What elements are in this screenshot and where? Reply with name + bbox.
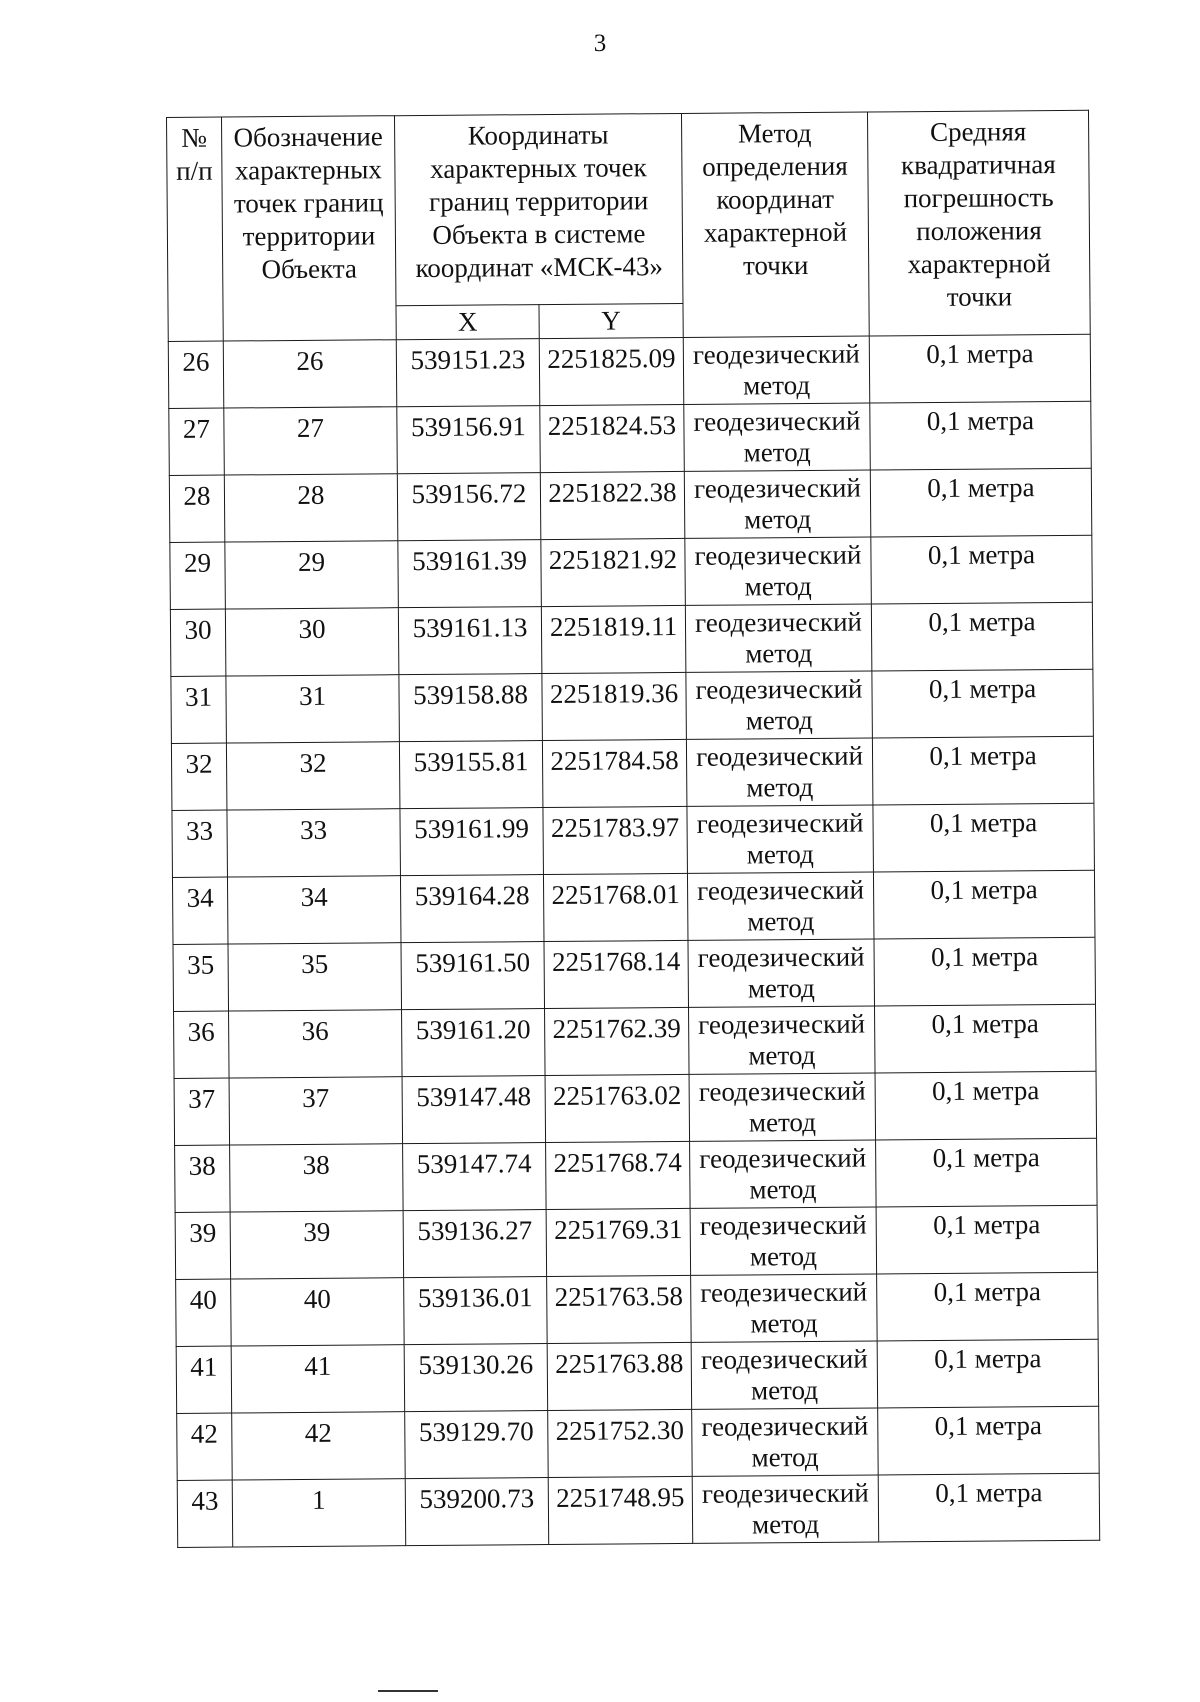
cell-y: 2251768.01 xyxy=(543,873,688,941)
cell-num: 43 xyxy=(177,1480,233,1547)
cell-x: 539136.27 xyxy=(403,1210,547,1278)
cell-error: 0,1 метра xyxy=(869,334,1091,403)
header-y: Y xyxy=(539,303,683,338)
cell-y: 2251784.58 xyxy=(542,739,687,807)
cell-method xyxy=(686,671,873,739)
method-line-1: геодезический xyxy=(692,338,860,370)
cell-x: 539151.23 xyxy=(396,339,540,407)
cell-method xyxy=(691,1341,878,1409)
cell-point: 36 xyxy=(229,1010,403,1078)
header-coordinates: Координаты характерных точек границ территории Объекта в системе координат «МСК-43» xyxy=(394,113,682,305)
cell-method xyxy=(690,1207,877,1275)
page-edge-mark xyxy=(378,1690,438,1692)
cell-y: 2251752.30 xyxy=(548,1409,693,1477)
cell-point: 37 xyxy=(229,1077,403,1145)
method-line-1: геодезический xyxy=(697,941,865,973)
cell-num: 41 xyxy=(176,1346,232,1413)
cell-error: 0,1 метра xyxy=(872,669,1094,738)
cell-y: 2251824.53 xyxy=(540,404,685,472)
table-row xyxy=(169,468,1092,542)
table-row xyxy=(172,870,1095,944)
table-row xyxy=(168,334,1091,408)
cell-point: 30 xyxy=(225,608,399,676)
cell-error: 0,1 метра xyxy=(876,1138,1098,1207)
cell-method xyxy=(685,604,872,672)
table-body xyxy=(168,334,1099,1547)
cell-error: 0,1 метра xyxy=(870,468,1092,537)
cell-x: 539155.81 xyxy=(399,741,543,809)
cell-y: 2251821.92 xyxy=(541,538,686,606)
method-line-1: геодезический xyxy=(694,539,862,571)
method-line-2: метод xyxy=(744,503,812,535)
table-row xyxy=(171,669,1094,743)
cell-error: 0,1 метра xyxy=(878,1473,1100,1542)
cell-num: 31 xyxy=(171,676,227,743)
method-line-2: метод xyxy=(750,1307,818,1339)
cell-method xyxy=(689,1006,876,1074)
table-row xyxy=(177,1473,1100,1547)
cell-error: 0,1 метра xyxy=(877,1272,1099,1341)
cell-method xyxy=(684,470,871,538)
method-line-2: метод xyxy=(750,1374,819,1406)
table-row xyxy=(177,1406,1100,1480)
method-line-2: метод xyxy=(743,436,811,468)
cell-y: 2251825.09 xyxy=(539,337,684,405)
cell-y: 2251748.95 xyxy=(548,1476,693,1544)
cell-error: 0,1 метра xyxy=(872,736,1094,805)
cell-x: 539161.50 xyxy=(401,942,545,1010)
cell-error: 0,1 метра xyxy=(875,1071,1097,1140)
method-line-1: геодезический xyxy=(694,606,863,638)
cell-method xyxy=(686,738,873,806)
cell-point: 32 xyxy=(226,742,400,810)
cell-num: 27 xyxy=(169,408,225,475)
cell-num: 38 xyxy=(175,1145,231,1212)
cell-num: 35 xyxy=(173,944,229,1011)
cell-num: 28 xyxy=(169,475,225,542)
method-line-1: геодезический xyxy=(701,1410,869,1442)
cell-x: 539147.48 xyxy=(402,1076,546,1144)
cell-num: 32 xyxy=(171,743,227,810)
cell-num: 29 xyxy=(170,542,226,609)
method-line-2: метод xyxy=(751,1441,819,1473)
cell-num: 40 xyxy=(176,1279,232,1346)
table-row xyxy=(176,1339,1099,1413)
table-row xyxy=(175,1205,1098,1279)
cell-num: 36 xyxy=(174,1011,230,1078)
cell-method xyxy=(692,1408,879,1476)
cell-x: 539161.13 xyxy=(398,607,542,675)
method-line-1: геодезический xyxy=(697,874,865,906)
cell-num: 39 xyxy=(175,1212,231,1279)
cell-x: 539158.88 xyxy=(399,674,543,742)
cell-error: 0,1 метра xyxy=(875,1004,1097,1073)
method-line-2: метод xyxy=(748,1106,817,1138)
cell-point: 31 xyxy=(226,675,400,743)
header-method: Метод определения координат характерной точки xyxy=(682,112,870,337)
header-num: № п/п xyxy=(167,117,224,341)
header-x: X xyxy=(396,305,539,340)
cell-method xyxy=(687,805,874,873)
table-row xyxy=(171,736,1094,810)
table-row xyxy=(170,602,1093,676)
method-line-2: метод xyxy=(743,369,811,401)
cell-point: 38 xyxy=(230,1144,404,1212)
cell-point: 33 xyxy=(227,809,401,877)
cell-y: 2251763.02 xyxy=(545,1074,690,1142)
method-line-2: метод xyxy=(746,838,814,870)
cell-x: 539161.39 xyxy=(398,540,542,608)
method-line-1: геодезический xyxy=(700,1276,868,1308)
method-line-2: метод xyxy=(744,570,812,602)
page-number: 3 xyxy=(593,30,607,57)
method-line-1: геодезический xyxy=(693,405,861,437)
cell-method xyxy=(689,1073,876,1141)
method-line-1: геодезический xyxy=(693,472,861,504)
cell-y: 2251768.74 xyxy=(546,1141,691,1209)
cell-x: 539200.73 xyxy=(405,1478,549,1546)
cell-num: 37 xyxy=(174,1078,230,1145)
method-line-2: метод xyxy=(749,1173,817,1205)
cell-y: 2251819.11 xyxy=(541,605,686,673)
cell-method xyxy=(688,939,875,1007)
cell-num: 33 xyxy=(172,810,228,877)
cell-y: 2251763.58 xyxy=(547,1275,692,1343)
cell-point: 1 xyxy=(232,1479,406,1547)
method-line-1: геодезический xyxy=(701,1477,869,1509)
table-row xyxy=(173,937,1096,1011)
cell-x: 539161.20 xyxy=(402,1009,546,1077)
table-row xyxy=(176,1272,1099,1346)
method-line-1: геодезический xyxy=(696,740,864,772)
method-line-2: метод xyxy=(749,1240,818,1272)
cell-num: 42 xyxy=(177,1413,233,1480)
cell-x: 539129.70 xyxy=(405,1411,549,1479)
method-line-1: геодезический xyxy=(698,1075,866,1107)
cell-x: 539136.01 xyxy=(404,1277,548,1345)
cell-method xyxy=(691,1274,878,1342)
table-row xyxy=(174,1071,1097,1145)
method-line-2: метод xyxy=(747,905,815,937)
table-row xyxy=(175,1138,1098,1212)
cell-point: 26 xyxy=(223,340,397,408)
method-line-2: метод xyxy=(751,1508,820,1540)
cell-x: 539130.26 xyxy=(404,1344,548,1412)
method-line-2: метод xyxy=(746,771,814,803)
cell-y: 2251783.97 xyxy=(543,806,688,874)
cell-method xyxy=(690,1140,877,1208)
method-line-1: геодезический xyxy=(698,1008,866,1040)
cell-method xyxy=(685,537,872,605)
cell-point: 42 xyxy=(232,1412,406,1480)
table-row xyxy=(169,401,1092,475)
header-error: Средняя квадратичная погрешность положения характерной точки xyxy=(867,110,1090,336)
cell-y: 2251768.14 xyxy=(544,940,689,1008)
cell-method xyxy=(687,872,874,940)
cell-x: 539147.74 xyxy=(403,1143,547,1211)
cell-error: 0,1 метра xyxy=(870,401,1092,470)
cell-method xyxy=(683,336,870,404)
cell-y: 2251762.39 xyxy=(545,1007,690,1075)
cell-num: 34 xyxy=(172,877,228,944)
cell-x: 539156.72 xyxy=(397,473,541,541)
cell-error: 0,1 метра xyxy=(873,803,1095,872)
method-line-2: метод xyxy=(747,972,815,1004)
cell-point: 41 xyxy=(231,1345,405,1413)
cell-x: 539156.91 xyxy=(397,406,541,474)
cell-method xyxy=(684,403,871,471)
cell-y: 2251819.36 xyxy=(542,672,687,740)
method-line-1: геодезический xyxy=(699,1209,867,1241)
cell-point: 34 xyxy=(227,876,401,944)
cell-error: 0,1 метра xyxy=(878,1406,1100,1475)
cell-x: 539164.28 xyxy=(400,875,544,943)
method-line-1: геодезический xyxy=(695,673,863,705)
cell-point: 28 xyxy=(224,474,398,542)
cell-y: 2251769.31 xyxy=(546,1208,691,1276)
cell-error: 0,1 метра xyxy=(871,535,1093,604)
cell-y: 2251763.88 xyxy=(547,1342,692,1410)
method-line-1: геодезический xyxy=(699,1142,867,1174)
cell-method xyxy=(692,1475,879,1543)
cell-num: 30 xyxy=(170,609,226,676)
cell-error: 0,1 метра xyxy=(877,1339,1099,1408)
cell-point: 39 xyxy=(230,1211,404,1279)
cell-error: 0,1 метра xyxy=(873,870,1095,939)
method-line-2: метод xyxy=(745,704,813,736)
table-header xyxy=(167,110,1091,341)
cell-y: 2251822.38 xyxy=(540,471,685,539)
method-line-2: метод xyxy=(748,1039,816,1071)
table-row xyxy=(170,535,1093,609)
table-row xyxy=(174,1004,1097,1078)
cell-point: 35 xyxy=(228,943,402,1011)
cell-error: 0,1 метра xyxy=(876,1205,1098,1274)
method-line-2: метод xyxy=(745,637,813,669)
cell-point: 29 xyxy=(225,541,399,609)
method-line-1: геодезический xyxy=(696,807,864,839)
header-designation: Обозначение характерных точек границ территории Объекта xyxy=(222,116,397,341)
cell-num: 26 xyxy=(168,341,224,408)
cell-point: 27 xyxy=(224,407,398,475)
cell-error: 0,1 метра xyxy=(871,602,1093,671)
cell-x: 539161.99 xyxy=(400,808,544,876)
table-row xyxy=(172,803,1095,877)
cell-error: 0,1 метра xyxy=(874,937,1096,1006)
cell-point: 40 xyxy=(231,1278,405,1346)
coordinates-table xyxy=(166,110,1100,1548)
method-line-1: геодезический xyxy=(700,1343,868,1375)
